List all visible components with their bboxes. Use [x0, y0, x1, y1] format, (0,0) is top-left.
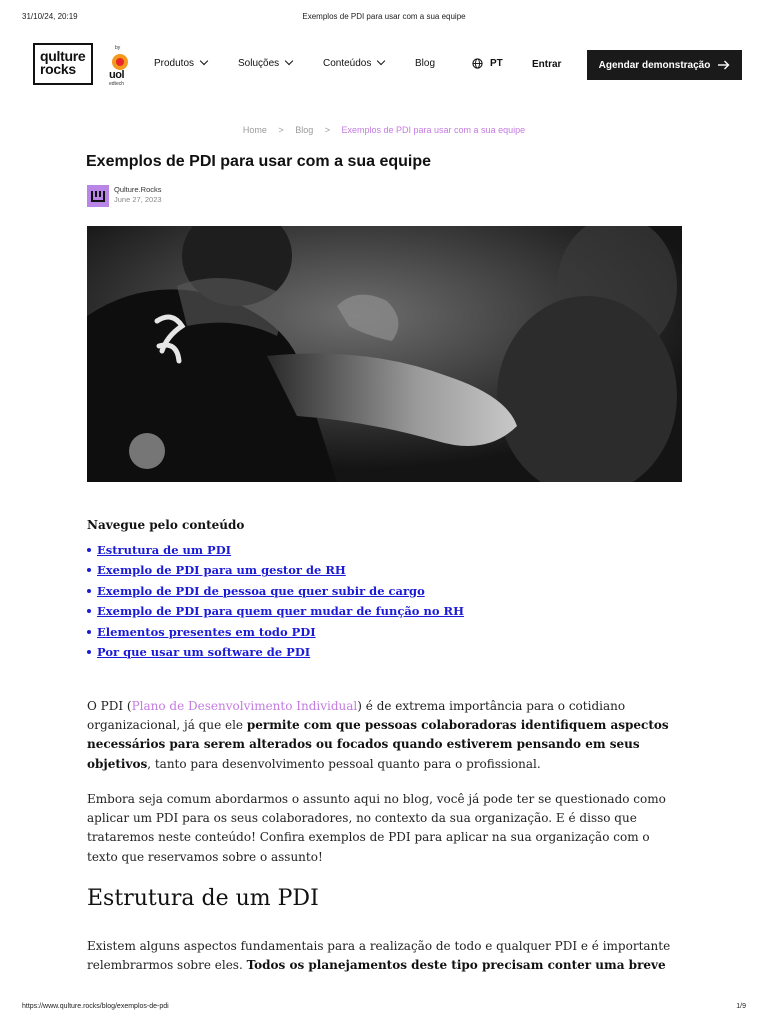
second-paragraph: Embora seja comum abordarmos o assunto aqui no blog, você já pode ter se questionado como aplicar um PDI para os seus colaboradores, no contexto da sua organização. E é disso que trataremos neste conteúdo! Confira exemplos de PDI para aplicar na sua organização com o texto que reservamos sobre o assunto!	[87, 792, 666, 864]
hero-photo-illustration	[87, 226, 682, 482]
nav-conteudos[interactable]	[323, 58, 384, 69]
uol-wordmark: uol	[109, 69, 124, 81]
arrow-right-icon	[718, 60, 730, 70]
toc-link-software[interactable]: Por que usar um software de PDI	[97, 644, 311, 659]
author-avatar	[87, 185, 109, 207]
nav-solucoes[interactable]	[238, 58, 292, 69]
hero-image	[87, 226, 682, 482]
section-heading: Estrutura de um PDI	[87, 886, 319, 911]
print-page-number: 1/9	[736, 1003, 746, 1010]
third-text-a: Existem alguns aspectos fundamentais para a realização de todo e qualquer PDI e é importante relembrarmos sobre eles.	[87, 939, 671, 973]
intro-bold-text: permite com que pessoas colaboradoras identifiquem aspectos necessários para serem alterados ou focados quando estiverem pensando em seus objetivos	[87, 718, 669, 771]
publish-date: June 27, 2023	[114, 195, 162, 204]
chevron-down-icon	[377, 57, 385, 65]
chevron-down-icon	[200, 57, 208, 65]
page-title: Exemplos de PDI para usar com a sua equipe	[86, 153, 432, 170]
toc-item	[97, 622, 464, 642]
intro-text-b: ) é de extrema importância para o cotidiano organizacional, já que ele	[87, 699, 626, 733]
toc-link-estrutura[interactable]: Estrutura de um PDI	[97, 543, 232, 557]
toc-item	[97, 642, 464, 662]
pdi-definition-link[interactable]: Plano de Desenvolvimento Individual	[131, 699, 358, 713]
breadcrumb	[0, 125, 768, 135]
intro-paragraph	[87, 697, 681, 774]
intro-text-c: , tanto para desenvolvimento pessoal quanto para o profissional.	[147, 756, 541, 771]
toc-title: Navegue pelo conteúdo	[87, 518, 245, 532]
toc-link-gestor-rh[interactable]: Exemplo de PDI para um gestor de RH	[97, 563, 346, 578]
breadcrumb-home[interactable]: Home	[242, 125, 267, 135]
third-bold-text: Todos os planejamentos deste tipo precisam conter uma breve	[246, 958, 666, 973]
logo-line1: qulture	[40, 48, 86, 64]
chevron-down-icon	[285, 57, 293, 65]
schedule-demo-label: Agendar demonstração	[598, 59, 711, 71]
toc-item	[97, 560, 464, 580]
print-datetime: 31/10/24, 20:19	[22, 12, 78, 21]
toc-item	[97, 540, 464, 560]
nav-blog-label: Blog	[415, 58, 436, 69]
globe-icon[interactable]	[472, 58, 483, 69]
toc-item	[97, 581, 464, 601]
breadcrumb-blog[interactable]: Blog	[295, 125, 314, 135]
print-url: https://www.qulture.rocks/blog/exemplos-de-pdi	[22, 1003, 169, 1010]
schedule-demo-button[interactable]	[587, 50, 742, 80]
nav-blog[interactable]	[415, 58, 435, 69]
toc-link-elementos[interactable]: Elementos presentes em todo PDI	[97, 624, 316, 639]
breadcrumb-separator: >	[324, 125, 330, 135]
intro-text-a: O PDI (	[87, 699, 132, 713]
toc-link-subir-cargo[interactable]: Exemplo de PDI de pessoa que quer subir de cargo	[97, 583, 425, 598]
breadcrumb-separator: >	[278, 125, 284, 135]
nav-solucoes-label: Soluções	[238, 58, 280, 69]
toc-link-mudar-funcao[interactable]: Exemplo de PDI para quem quer mudar de função no RH	[97, 604, 464, 619]
breadcrumb-current: Exemplos de PDI para usar com a sua equipe	[341, 125, 526, 135]
uol-edtech-label: edtech	[109, 81, 125, 87]
qulture-rocks-logo	[33, 43, 93, 85]
logo-by: by	[115, 45, 121, 51]
site-logo[interactable]	[33, 43, 129, 89]
toc-item	[97, 601, 464, 621]
nav-conteudos-label: Conteúdos	[323, 58, 372, 69]
language-selector[interactable]: PT	[490, 58, 503, 69]
table-of-contents	[87, 540, 464, 662]
logo-line2: rocks	[40, 61, 76, 77]
print-page-title: Exemplos de PDI para usar com a sua equipe	[302, 12, 466, 21]
login-link[interactable]: Entrar	[532, 59, 562, 70]
nav-produtos[interactable]	[154, 58, 207, 69]
third-paragraph	[87, 937, 681, 975]
author-name[interactable]: Qulture.Rocks	[114, 185, 162, 194]
nav-produtos-label: Produtos	[154, 58, 195, 69]
